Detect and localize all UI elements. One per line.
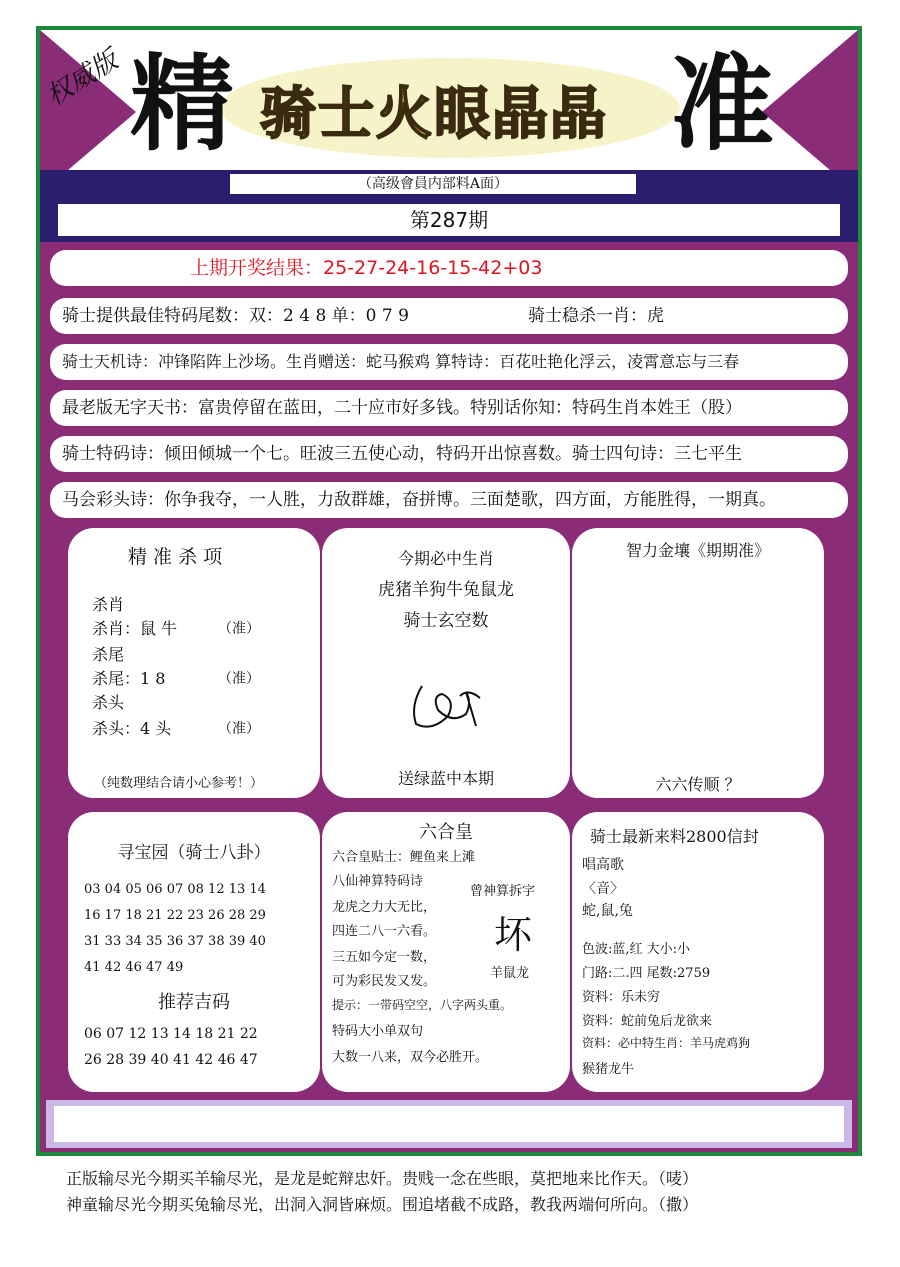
main-panel [40,30,858,1152]
lhh-line-8: 特码大小单双句 [332,1024,424,1039]
kill-line-3: 杀尾 [92,645,125,664]
tail-numbers-text: 骑士提供最佳特码尾数：双：2 4 8 单：0 7 9 [62,306,409,326]
last-result-numbers: 25-27-24-16-15-42+03 [323,257,543,279]
zodiac-line-1: 今期必中生肖 [397,549,494,568]
last-result-row [50,250,848,286]
kill-line-4: 杀尾：1 8 [92,669,166,688]
lhh-box [322,812,570,1092]
split-char: 坏 [494,913,533,957]
latest-line-3: 蛇,鼠,兔 [582,903,633,919]
lhh-line-1: 六合皇贴士：鲤鱼来上滩 [332,850,476,865]
issue-bar [40,198,858,242]
footer-line-2: 神童输尽光今期买兔输尽光，出洞入洞皆麻烦。围追堵截不成路，教我两端何所向。（撒） [66,1195,699,1214]
handwritten-signature [402,666,502,736]
latest-line-8: 资料：蛇前兔后龙欲来 [582,1014,713,1029]
wisdom-box [572,528,824,798]
lhh-line-5: 三五如今定一数， [332,950,437,965]
footer-line-1: 正版输尽光今期买羊输尽光，是龙是蛇辩忠奸。贵贱一念在些眼，莫把地来比作天。（唛） [66,1169,699,1188]
lhh-line-6: 可为彩民发又发。 [332,974,437,989]
kill-zodiac-text: 骑士稳杀一肖：虎 [528,306,664,326]
char-sub: 羊鼠龙 [490,966,530,981]
latest-line-7: 资料：乐未穷 [582,990,661,1005]
kill-tag-2: （准） [218,671,260,687]
info-row-3: 最老版无字天书：富贵停留在蓝田，二十应市好多钱。特别话你知：特码生肖本姓王（股） [50,390,848,426]
info-row-5: 马会彩头诗：你争我夺，一人胜，力敌群雄，奋拼博。三面楚歌，四方面，方能胜得，一期真。 [50,482,848,518]
zodiac-line-2: 虎猪羊狗牛兔鼠龙 [378,580,514,600]
kill-line-5: 杀头 [92,693,125,712]
kill-tag-3: （准） [218,721,260,737]
wisdom-footer: 六六传顺 ？ [655,775,741,794]
lhh-line-2: 八仙神算特码诗 [332,874,424,889]
latest-line-5: 色波:蓝,红 大小:小 [582,942,691,957]
recommend-numbers-1: 06 07 12 13 14 18 21 22 [84,1026,258,1042]
latest-line-9: 资料：必中特生肖：羊马虎鸡狗 [582,1036,751,1050]
kill-box [68,528,320,798]
kill-note: （纯数理结合请小心参考！） [94,776,264,791]
latest-line-6: 门路:二.四 尾数:2759 [582,966,711,981]
info-row-1 [50,298,848,334]
info-row-4: 骑士特码诗：倾田倾城一个七。旺波三五使心动，特码开出惊喜数。骑士四句诗：三七平生 [50,436,848,472]
big-char-right: 准 [670,42,775,165]
treasure-title: 寻宝园（骑士八卦） [117,843,271,863]
page-frame [36,26,862,1156]
kill-title: 精 准 杀 项 [128,546,223,568]
treasure-numbers-3: 31 33 34 35 36 37 38 39 40 [84,934,266,949]
lhh-title: 六合皇 [419,822,473,843]
main-title: 骑士火眼晶晶 [260,81,608,147]
char-title: 曾神算拆字 [470,884,536,899]
kill-tag-1: （准） [218,621,260,637]
lhh-line-9: 大数一八来，双今必胜开。 [332,1050,489,1065]
latest-line-10: 猴猪龙牛 [582,1062,635,1077]
treasure-numbers-1: 03 04 05 06 07 08 12 13 14 [84,882,266,897]
latest-line-2: 〈音〉 [582,881,624,897]
wisdom-title: 智力金壤《期期准》 [625,541,770,560]
subtitle-ribbon [40,170,858,198]
recommend-title: 推荐吉码 [158,992,230,1013]
treasure-box [68,812,320,1092]
last-result-label: 上期开奖结果： [190,257,324,279]
bottom-blank [54,1106,844,1142]
info-row-2: 骑士天机诗：冲锋陷阵上沙场。生肖赠送：蛇马猴鸡 算特诗：百花吐艳化浮云，凌霄意忘与三春 [50,344,848,380]
zodiac-box [322,528,570,798]
issue-number: 第287期 [58,204,840,236]
big-char-left: 精 [130,42,235,165]
lhh-line-7: 提示：一带码空空，八字两头重。 [332,998,513,1012]
treasure-numbers-2: 16 17 18 21 22 23 26 28 29 [84,908,266,923]
zodiac-line-3: 骑士玄空数 [403,611,489,631]
lhh-line-4: 四连二八一六看。 [332,924,437,939]
lhh-line-3: 龙虎之力大无比， [332,900,437,915]
subtitle: （高级會員内部料A面） [230,174,636,194]
kill-line-6: 杀头：4 头 [92,719,172,738]
kill-line-1: 杀肖 [92,595,125,614]
kill-line-2: 杀肖：鼠 牛 [92,619,178,638]
zodiac-footer: 送绿蓝中本期 [397,769,494,788]
bottom-bar [46,1100,852,1148]
latest-box [572,812,824,1092]
latest-title: 骑士最新来料2800信封 [590,827,759,846]
recommend-numbers-2: 26 28 39 40 41 42 46 47 [84,1052,258,1068]
edition-label: 权威版 [41,45,124,113]
treasure-numbers-4: 41 42 46 47 49 [84,960,184,975]
latest-line-1: 唱高歌 [582,857,624,873]
